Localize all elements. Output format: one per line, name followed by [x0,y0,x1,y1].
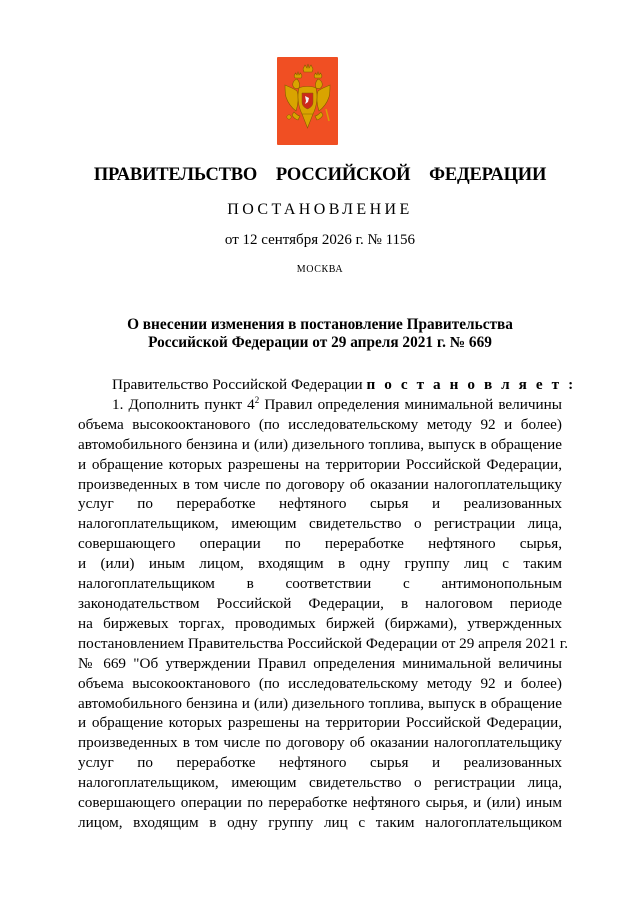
document-city: МОСКВА [296,264,344,275]
paragraph-1-line: совершающего операции по переработке нефтяного сырья, [78,535,562,553]
paragraph-1-line: и обращение которых разрешены на территории Российской Федерации, [78,455,562,473]
paragraph-1-line: автомобильного бензина и (или) дизельного топлива, выпуск в обращение [78,435,562,453]
paragraph-1-line: налогоплательщиком, имеющим свидетельство о регистрации лица, [78,515,562,533]
paragraph-1-line: на биржевых торгах, проводимых биржей (биржами), утвержденных [78,614,562,632]
paragraph-1-line: совершающего операции по переработке нефтяного сырья, и (или) иным [78,794,562,812]
paragraph-1-line: и (или) иным лицом, входящим в одну группу лиц с таким [78,555,562,573]
paragraph-1-lead-rest: Правил определения минимальной величины [259,395,562,413]
double-headed-eagle-icon [277,57,338,145]
paragraph-1-line: постановлением Правительства Российской Федерации от 29 апреля 2021 г. [78,634,569,652]
paragraph-1-line: автомобильного бензина и (или) дизельного топлива, выпуск в обращение [78,694,562,712]
document-title [80,316,560,352]
preamble-decree: п о с т а н о в л я е т : [366,376,576,393]
paragraph-1-line: объема высокооктанового (по исследовательскому методу 92 и более) [78,674,562,692]
paragraph-1-line: лицом, входящим в одну группу лиц с таким налогоплательщиком [78,813,562,831]
paragraph-1-line: произведенных в том числе по договору об оказании налогоплательщику [78,734,562,752]
document-body [78,375,576,833]
paragraph-1-line: налогоплательщиком, имеющим свидетельство о регистрации лица, [78,774,562,792]
title-line-2: Российской Федерации от 29 апреля 2021 г. № 669 [148,334,492,351]
paragraph-1-line: законодательством Российской Федерации, в налоговом периоде [78,594,562,612]
title-line-1: О внесении изменения в постановление Правительства [127,316,513,333]
preamble-text: Правительство Российской Федерации [112,376,367,393]
paragraph-1-superscript: 2 [254,394,260,405]
paragraph-1-line: налогоплательщиком в соответствии с антимонопольным [78,575,562,593]
government-name: ПРАВИТЕЛЬСТВО РОССИЙСКОЙ ФЕДЕРАЦИИ [93,165,547,185]
paragraph-1-lines [78,415,569,833]
paragraph-1-line: и обращение которых разрешены на территории Российской Федерации, [78,714,562,732]
paragraph-1-line: № 669 "Об утверждении Правил определения минимальной величины [78,654,562,672]
document-type: ПОСТАНОВЛЕНИЕ [227,201,413,218]
document-date-number: от 12 сентября 2026 г. № 1156 [224,232,416,248]
coat-of-arms-emblem [277,57,338,145]
paragraph-1-line: объема высокооктанового (по исследовательскому методу 92 и более) [78,415,562,433]
paragraph-1-lead [78,395,562,415]
paragraph-1-line: услуг по переработке нефтяного сырья и реализованных [78,754,562,772]
preamble [78,375,576,395]
paragraph-1-lead-text: 1. Дополнить пункт 4 [112,395,255,413]
paragraph-1-line: произведенных в том числе по договору об оказании налогоплательщику [78,475,562,493]
paragraph-1-line: услуг по переработке нефтяного сырья и реализованных [78,495,562,513]
